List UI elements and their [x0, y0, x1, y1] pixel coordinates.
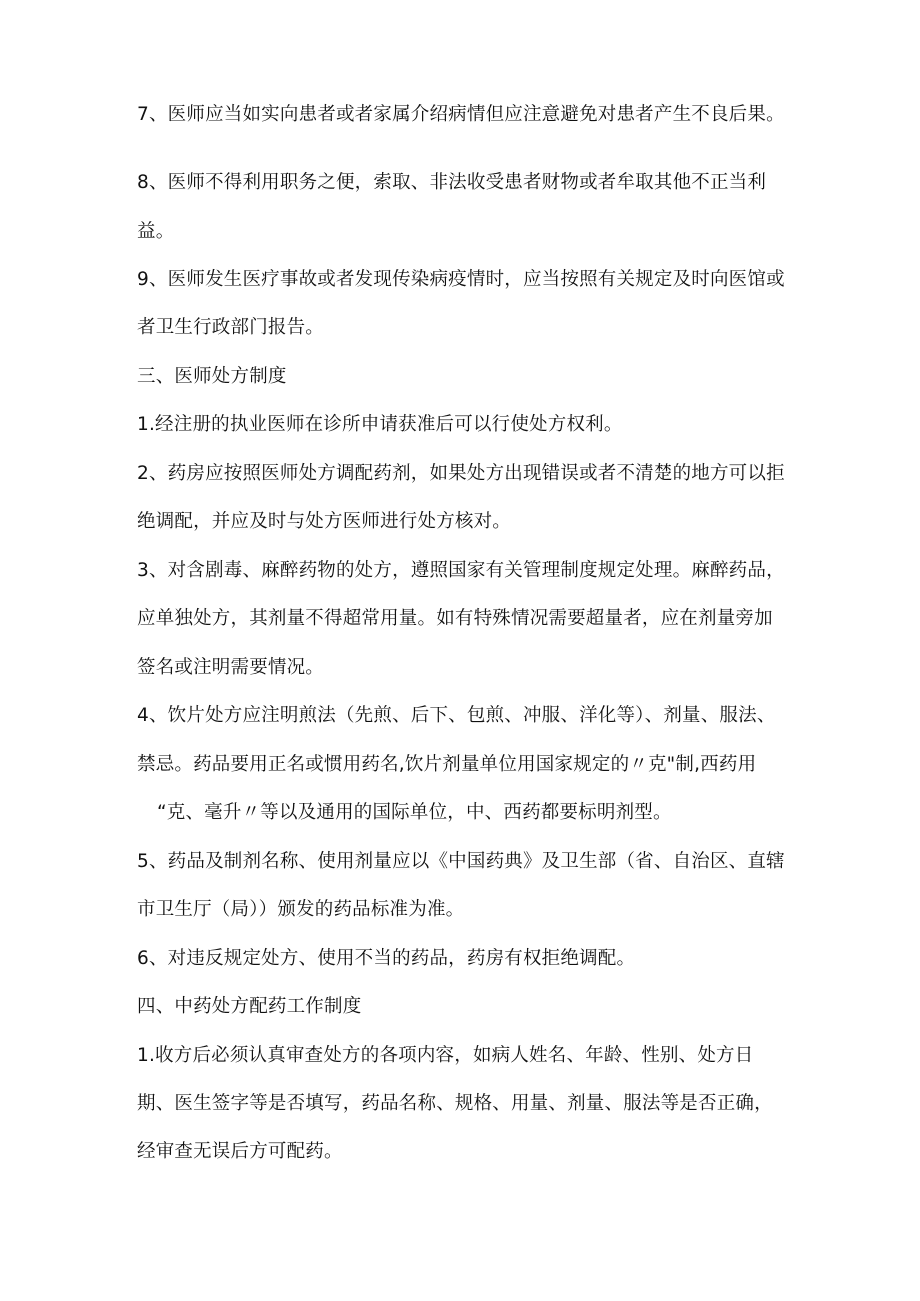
- tcm-item-1-line-2: 期、医生签字等是否填写，药品名称、规格、用量、剂量、服法等是否正确，: [137, 1093, 773, 1114]
- prescription-item-4-line-3: “克、毫升〃等以及通用的国际单位，中、西药都要标明剂型。: [157, 802, 672, 823]
- prescription-item-5-line-1: 5、药品及制剂名称、使用剂量应以《中国药典》及卫生部（省、自治区、直辖: [137, 851, 785, 872]
- tcm-item-1-line-3: 经审查无误后方可配药。: [137, 1141, 343, 1162]
- prescription-item-1: 1.经注册的执业医师在诊所申请获准后可以行使处方权利。: [137, 414, 623, 435]
- section-heading-3: 三、医师处方制度: [137, 366, 287, 387]
- paragraph-9-line-1: 9、医师发生医疗事故或者发现传染病疫情时，应当按照有关规定及时向医馆或: [137, 269, 785, 290]
- prescription-item-4-line-2: 禁忌。药品要用正名或惯用药名,饮片剂量单位用国家规定的〃克"制,西药用: [137, 754, 757, 775]
- prescription-item-6: 6、对违反规定处方、使用不当的药品，药房有权拒绝调配。: [137, 948, 636, 969]
- paragraph-9-line-2: 者卫生行政部门报告。: [137, 317, 325, 338]
- prescription-item-3-line-1: 3、对含剧毒、麻醉药物的处方，遵照国家有关管理制度规定处理。麻醉药品，: [137, 560, 785, 581]
- prescription-item-2-line-2: 绝调配，并应及时与处方医师进行处方核对。: [137, 511, 512, 532]
- prescription-item-3-line-3: 签名或注明需要情况。: [137, 657, 325, 678]
- prescription-item-3-line-2: 应单独处方，其剂量不得超常用量。如有特殊情况需要超量者，应在剂量旁加: [137, 608, 773, 629]
- section-heading-4: 四、中药处方配药工作制度: [137, 996, 362, 1017]
- paragraph-8-line-1: 8、医师不得利用职务之便，索取、非法收受患者财物或者牟取其他不正当利: [137, 172, 767, 193]
- prescription-item-2-line-1: 2、药房应按照医师处方调配药剂，如果处方出现错误或者不清楚的地方可以拒: [137, 463, 785, 484]
- prescription-item-4-line-1: 4、饮片处方应注明煎法（先煎、后下、包煎、冲服、洋化等）、剂量、服法、: [137, 705, 776, 726]
- tcm-item-1-line-1: 1.收方后必须认真审查处方的各项内容，如病人姓名、年龄、性别、处方日: [137, 1045, 754, 1066]
- paragraph-7: 7、医师应当如实向患者或者家属介绍病情但应注意避免对患者产生不良后果。: [137, 104, 785, 125]
- prescription-item-5-line-2: 市卫生厅（局））颁发的药品标准为准。: [137, 899, 465, 920]
- paragraph-8-line-2: 益。: [137, 221, 175, 242]
